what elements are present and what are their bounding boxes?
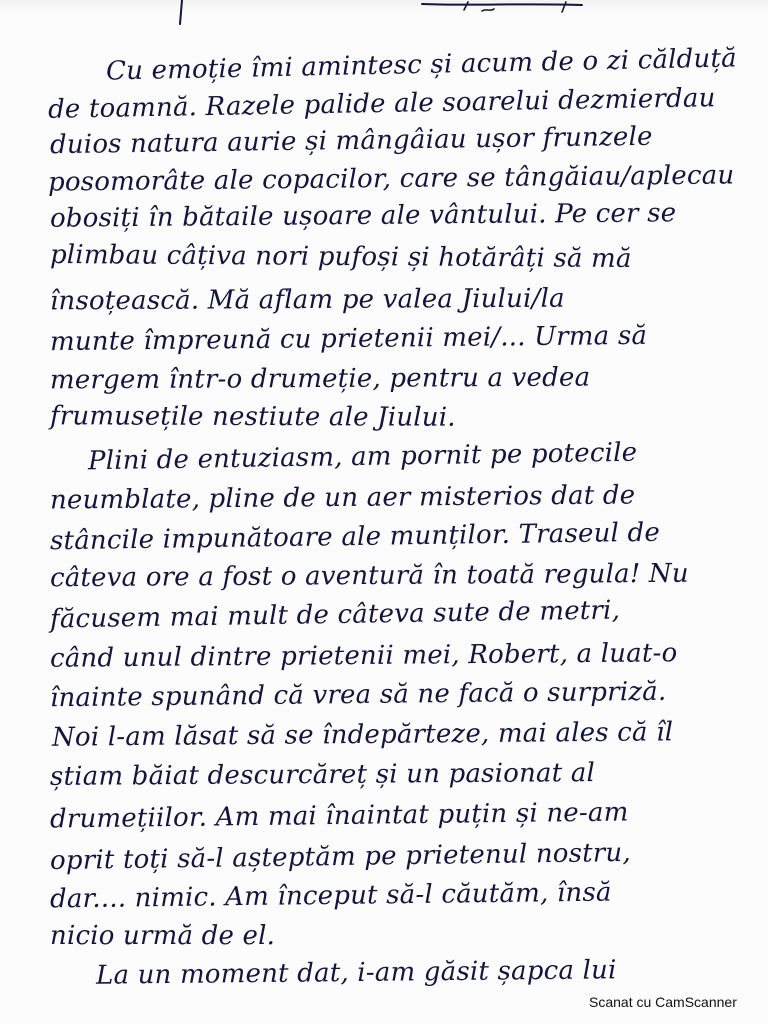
text-line: nicio urmă de el. [50,921,276,951]
text-line: drumețiilor. Am mai înaintat puțin și ne-am [49,797,629,835]
text-line: știam băiat descurcăreț și un pasionat al [49,758,596,792]
text-line: posomorâte ale copacilor, care se tângăiau/aplecau [47,160,735,198]
text-line: dar.... nimic. Am început să-l căutăm, însă [49,877,612,915]
text-line: mergem într-o drumeție, pentru a vedea [49,362,591,396]
text-line: Plini de entuziasm, am pornit pe potecile [87,437,638,477]
text-line: când unul dintre prietenii mei, Robert, a luat-o [49,638,678,674]
text-line: plimbau câțiva nori pufoși și hotărâți să mă [49,239,632,275]
text-line: La un moment dat, i-am găsit șapca lui [95,955,617,991]
text-line: câteva ore a fost o aventură în toată regula! Nu [49,558,689,594]
camscanner-watermark: Scanat cu CamScanner [589,994,737,1010]
text-line: înainte spunând că vrea să ne facă o surpriză. [49,676,667,714]
text-line: făcusem mai mult de câteva sute de metri, [49,595,621,635]
text-line: frumusețile nestiute ale Jiului. [49,401,456,433]
text-line: munte împreună cu prietenii mei/... Urma să [49,320,648,358]
text-line: Noi l-am lăsat să se îndepărteze, mai ales că îl [51,717,674,753]
text-line: Cu emoție îmi amintesc și acum de o zi călduță [105,43,738,87]
text-line: duios natura aurie și mângâiau ușor frunzele [49,121,653,161]
text-line: însoțească. Mă aflam pe valea Jiului/la [49,283,565,317]
text-line: neumblate, pline de un aer misterios dat de [49,480,636,516]
text-line: de toamnă. Razele palide ale soarelui dezmierdau [47,83,716,125]
text-line: obosiți în bătaile ușoare ale vântului. Pe cer se [49,198,677,234]
text-line: oprit toți să-l așteptăm pe prietenul nostru, [49,837,632,877]
text-line: stâncile impunătoare ale munților. Traseul de [49,517,661,557]
